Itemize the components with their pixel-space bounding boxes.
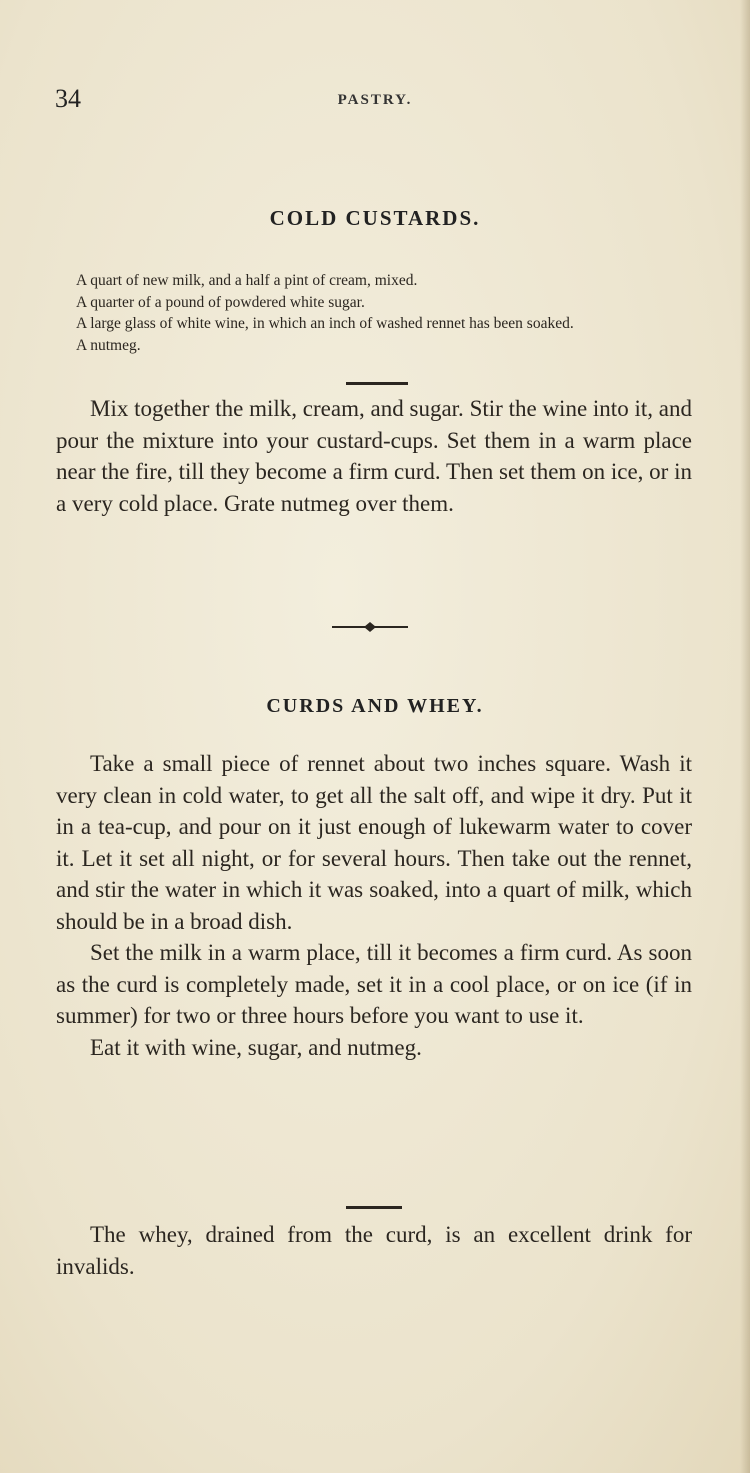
running-head: PASTRY.: [337, 92, 413, 108]
ingredient-item: A quarter of a pound of powdered white sugar.: [76, 293, 365, 311]
directions-paragraph: Eat it with wine, sugar, and nutmeg.: [90, 1034, 422, 1060]
curds-and-whey-directions: [56, 748, 692, 1063]
section-divider-rule: [346, 1206, 402, 1209]
directions-paragraph: Take a small piece of rennet about two inches square. Wash it very clean in cold water, to get all the salt off, and wipe it dry. Put it in a tea-cup, and pour on it just enough of lukewarm water to cover it. Let it set all night, or for several hours. Then take out the rennet, and stir the water in which it was soaked, into a quart of milk, which should be in a broad dish.: [56, 751, 692, 934]
page-number: 34: [55, 84, 81, 113]
ornament-divider-icon: [330, 619, 410, 635]
ingredient-item: A quart of new milk, and a half a pint of cream, mixed.: [76, 272, 418, 289]
directions-paragraph: Mix together the milk, cream, and sugar. Stir the wine into it, and pour the mixture into your custard-cups. Set them in a warm place near the fire, till they become a firm curd. Then set them on ice, or in a very cold place. Grate nutmeg over them.: [56, 396, 692, 516]
whey-note: [56, 1219, 692, 1282]
section-title-cold-custards: COLD CUSTARDS.: [269, 206, 481, 230]
section-divider-rule: [346, 382, 408, 385]
ingredient-item: A large glass of white wine, in which an inch of washed rennet has been soaked.: [76, 315, 574, 332]
cold-custards-directions: [56, 393, 692, 519]
ingredient-item: A nutmeg.: [76, 336, 141, 354]
ingredient-list: [76, 270, 696, 356]
directions-paragraph: Set the milk in a warm place, till it becomes a firm curd. As soon as the curd is completely made, set it in a cool place, or on ice (if in summer) for two or three hours before you want to use it.: [56, 940, 692, 1028]
note-paragraph: The whey, drained from the curd, is an excellent drink for invalids.: [56, 1222, 692, 1279]
section-title-curds-and-whey: CURDS AND WHEY.: [266, 695, 484, 717]
